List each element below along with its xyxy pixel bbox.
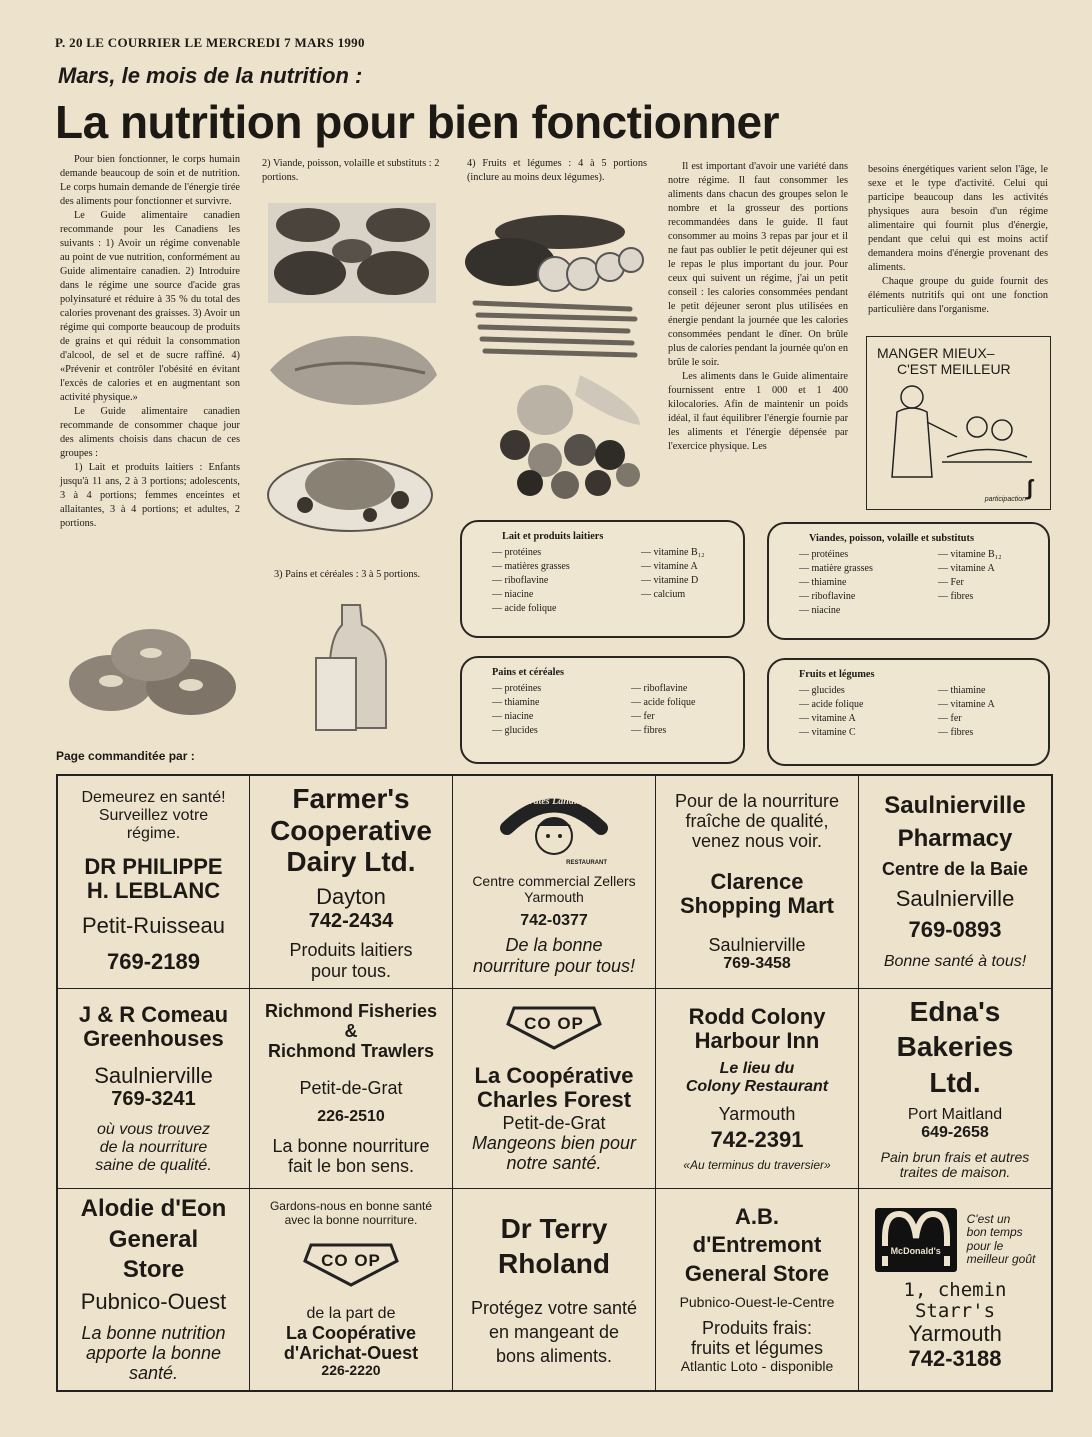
- fruit-basket-photo: [490, 365, 650, 505]
- ad-phone: 769-2189: [107, 949, 200, 975]
- ad-dentremont: [656, 1189, 859, 1390]
- ad-name: Pharmacy: [897, 825, 1013, 853]
- ad-name: Bakeries: [896, 1031, 1014, 1063]
- ad-farmers: [250, 776, 453, 989]
- ad-text: pour le: [966, 1238, 1004, 1253]
- ad-richmond: [250, 989, 453, 1189]
- ad-place: Saulnierville: [708, 934, 806, 955]
- nutrient-item: — vitamine A: [641, 560, 705, 574]
- ad-place: Dayton: [316, 884, 386, 910]
- ad-name: Shopping Mart: [680, 893, 834, 919]
- nutrient-box-viandes: [767, 522, 1050, 640]
- ad-text: Produits laitiers: [289, 940, 413, 961]
- golden-arches-icon: [875, 1208, 957, 1272]
- ad-text: traites de maison.: [899, 1164, 1011, 1181]
- paragraph: Chaque groupe du guide fournit des éléments nutritifs qui ont une fonction particulière dans l'organisme.: [868, 276, 1048, 315]
- coop-logo-text: CO OP: [321, 1251, 381, 1271]
- ad-text: Produits frais:: [701, 1318, 813, 1339]
- nutrient-item: — vitamine A: [799, 712, 924, 726]
- ad-text: fait le bon sens.: [287, 1155, 415, 1176]
- ad-name: J & R Comeau: [78, 1001, 229, 1027]
- nutrient-item: — vitamine B₁₂: [938, 548, 1002, 562]
- nutrient-item: — calcium: [641, 588, 705, 602]
- nutrient-box-title: Pains et céréales: [492, 667, 565, 678]
- ad-place: Petit-de-Grat: [299, 1077, 403, 1098]
- ad-clarence: [656, 776, 859, 989]
- ad-name: Ltd.: [929, 1066, 981, 1098]
- ad-mcdonalds: [859, 1189, 1051, 1390]
- ad-text: nourriture pour tous!: [472, 955, 636, 976]
- participaction-brand: participaction: [984, 496, 1026, 503]
- caption-fruits: 4) Fruits et légumes : 4 à 5 portions (inclure au moins deux légumes).: [467, 158, 647, 183]
- nutrient-box-fruits: [767, 658, 1050, 766]
- ad-phone: 649-2658: [921, 1123, 989, 1141]
- article-column-4: [668, 160, 848, 454]
- nutrient-box-lait: [460, 520, 745, 638]
- ad-text: de la nourriture: [99, 1138, 208, 1156]
- ad-name: d'Arichat-Ouest: [283, 1343, 419, 1364]
- nutrient-item: — niacine: [492, 710, 617, 724]
- ad-comeau: [58, 989, 250, 1189]
- nutrient-item: — fibres: [631, 724, 695, 738]
- ad-rholand: [453, 1189, 656, 1390]
- ad-text: De la bonne: [505, 935, 603, 956]
- ad-text: Centre commercial Zellers: [472, 873, 636, 890]
- participaction-logo-icon: ʃ: [1026, 475, 1034, 500]
- nutrient-box-pains: [460, 656, 745, 764]
- ad-phone: 226-2510: [317, 1107, 385, 1125]
- nutrient-item: — protéines: [492, 682, 617, 696]
- pirates-logo-sub: RESTAURANT: [566, 859, 607, 866]
- ad-name: d'Entremont: [692, 1232, 822, 1258]
- caption-pains: 3) Pains et céréales : 3 à 5 portions.: [274, 569, 421, 580]
- cucumber-photo: [465, 212, 645, 297]
- ad-text: Bonne santé à tous!: [883, 952, 1027, 970]
- fish-photo: [265, 325, 440, 410]
- nutrient-item: — protéines: [492, 546, 627, 560]
- ad-name: Cooperative: [270, 814, 432, 846]
- mcdonalds-logo: [875, 1208, 957, 1272]
- ad-text: Pour de la nourriture: [674, 791, 840, 812]
- ad-name: General Store: [684, 1260, 830, 1286]
- ad-text: Protégez votre santé: [470, 1297, 638, 1318]
- ad-text: Atlantic Loto - disponible: [680, 1357, 834, 1374]
- ad-name: Dr Terry: [500, 1212, 608, 1244]
- coop-logo-text: CO OP: [524, 1014, 584, 1034]
- ad-text: Demeurez en santé!: [81, 788, 226, 806]
- nutrient-item: — fer: [631, 710, 695, 724]
- ad-leblanc: [58, 776, 250, 989]
- nutrient-item: — thiamine: [938, 684, 995, 698]
- nutrient-item: — glucides: [799, 684, 924, 698]
- pirates-landing-logo: [499, 788, 609, 868]
- ad-phone: 742-3188: [908, 1345, 1002, 1371]
- ad-name: Centre de la Baie: [881, 859, 1029, 880]
- paragraph: 1) Lait et produits laitiers : Enfants jusqu'à 11 ans, 2 à 3 portions; adolescents, 3 à 4 portions; femmes enceintes et allaitantes, 3 à 4 portions; et adultes, 2 portions.: [60, 462, 240, 529]
- participaction-line1: MANGER MIEUX–: [877, 345, 995, 361]
- ad-text: régime.: [126, 824, 181, 842]
- ad-name: Clarence: [710, 868, 804, 894]
- ad-phone: 769-0893: [908, 917, 1002, 942]
- ad-name: Rodd Colony: [688, 1003, 826, 1029]
- ad-text: Surveillez votre: [98, 806, 209, 824]
- family-illustration: [877, 382, 1037, 492]
- ad-text: bon temps: [966, 1225, 1023, 1240]
- ad-name: H. LEBLANC: [86, 878, 221, 904]
- ad-place: Pubnico-Ouest: [80, 1289, 227, 1315]
- ad-place: Port Maitland: [907, 1105, 1003, 1123]
- ad-saulnierville-pharmacy: [859, 776, 1051, 989]
- ad-text: Colony Restaurant: [685, 1078, 829, 1096]
- ad-phone: 742-0377: [520, 911, 588, 929]
- ad-text: La bonne nutrition: [81, 1322, 226, 1343]
- nutrient-item: — riboflavine: [799, 590, 924, 604]
- ad-text: où vous trouvez: [97, 1120, 210, 1138]
- article-headline: La nutrition pour bien fonctionner: [55, 96, 780, 148]
- ad-address: 1, chemin Starr's: [903, 1278, 1007, 1322]
- nutrient-item: — acide folique: [631, 696, 695, 710]
- nutrient-item: — riboflavine: [492, 574, 627, 588]
- ad-text: fruits et légumes: [690, 1338, 824, 1359]
- chicken-photo: [265, 445, 435, 535]
- ad-name: Richmond Trawlers: [267, 1041, 435, 1062]
- ad-name: &: [344, 1021, 358, 1042]
- mcdonalds-logo-text: McDonald's: [875, 1246, 957, 1256]
- paragraph: Il est important d'avoir une variété dans notre régime. Il faut consommer les aliments dans chacun des groupes selon le nombre et la grosseur des portions recommandées dans le guide. Il faut consommer au moins 3 repas par jour et il ne faut pas oublier le petit déjeuner qui est le repas le plus important du jour. Pour ceux qui suivent un régime, j'ai un petit conseil : les calories consommées pendant le petit déjeuner seront plus utilisées en énergie pendant la journée que les calories consommées pendant le dîner. On brûle plus de calories pendant la journée qu'on en brûle le soir.: [668, 161, 848, 368]
- sponsor-label: Page commanditée par :: [56, 749, 195, 763]
- ad-name: A.B.: [735, 1203, 779, 1229]
- paragraph: Les aliments dans le Guide alimentaire fournissent entre 1 000 et 1 400 kilocalories. Afin de maintenir un poids idéal, il faut équilibrer l'énergie fournie par les aliments et l'énergie dépensée par l'exercice physique. Les: [668, 371, 848, 452]
- coop-logo: [504, 1004, 604, 1052]
- ad-name: La Coopérative: [474, 1062, 634, 1088]
- ad-text: bons aliments.: [495, 1345, 613, 1366]
- paragraph: Pour bien fonctionner, le corps humain demande beaucoup de soin et de nutrition. Le corps humain demande de l'énergie tirée des aliments pour fonctionner et survivre.: [60, 154, 240, 207]
- ad-pirates-landing: [453, 776, 656, 989]
- ad-name: Saulnierville: [884, 792, 1026, 820]
- participaction-line2: C'EST MEILLEUR: [897, 361, 1011, 377]
- ad-name: Greenhouses: [83, 1026, 224, 1052]
- nutrient-item: — niacine: [492, 588, 627, 602]
- nutrient-item: — acide folique: [799, 698, 924, 712]
- steaks-photo: [268, 203, 436, 303]
- ad-text: santé.: [128, 1363, 179, 1384]
- ad-text: Gardons-nous en bonne santé: [269, 1199, 433, 1214]
- ad-name: Charles Forest: [476, 1087, 632, 1113]
- nutrient-item: — acide folique: [492, 602, 627, 616]
- ad-phone: 226-2220: [321, 1362, 381, 1379]
- asparagus-photo: [470, 295, 640, 365]
- ad-place: Petit-Ruisseau: [81, 912, 226, 938]
- ad-text: pour tous.: [310, 960, 392, 981]
- nutrient-item: — thiamine: [799, 576, 924, 590]
- caption-viande: 2) Viande, poisson, volaille et substituts : 2 portions.: [262, 158, 440, 183]
- article-kicker: Mars, le mois de la nutrition :: [58, 63, 363, 88]
- ad-name: Store: [122, 1256, 185, 1284]
- ad-name: Rholand: [498, 1248, 610, 1280]
- ad-place: Saulnierville: [94, 1062, 213, 1088]
- ad-text: fraîche de qualité,: [685, 811, 829, 832]
- nutrient-item: — vitamine D: [641, 574, 705, 588]
- ad-text: meilleur goût: [966, 1252, 1036, 1267]
- sponsor-ads-grid: [56, 774, 1053, 1392]
- ad-name: Farmer's: [292, 783, 410, 815]
- nutrient-item: — glucides: [492, 724, 617, 738]
- ad-text: saine de qualité.: [95, 1156, 212, 1174]
- paragraph: Le Guide alimentaire canadien recommande pour les Canadiens les suivants : 1) Avoir un régime convenable au point de vue nutrition, conformément au Guide alimentaire canadien. 2) Introduire dans le régime une source d'acide gras polyinsaturé et réduire à 35 % du total des calories provenant des graisses. 3) Avoir un régime qui comporte beaucoup de produits de grains et qui réduit la consommation d'alcool, de sel et de sucre raffiné. 4) «Prévenir et contrôler l'obésité en évitant l'excès de calories et en augmentant son activité physique.»: [60, 210, 240, 403]
- ad-text: «Au terminus du traversier»: [683, 1157, 831, 1172]
- ad-alodie-deon: [58, 1189, 250, 1390]
- ad-text: de la part de: [306, 1304, 396, 1322]
- article-column-1: [60, 153, 240, 531]
- ad-arichat-coop: [250, 1189, 453, 1390]
- ad-text: La bonne nourriture: [272, 1135, 430, 1156]
- milk-photo: [312, 600, 392, 735]
- nutrient-box-title: Viandes, poisson, volaille et substituts: [809, 533, 974, 544]
- coop-logo: [301, 1241, 401, 1289]
- nutrient-box-title: Lait et produits laitiers: [502, 531, 604, 542]
- article-column-5: [868, 163, 1048, 317]
- ad-name: La Coopérative: [285, 1322, 417, 1343]
- nutrient-item: — niacine: [799, 604, 924, 618]
- ad-name: Alodie d'Eon: [80, 1194, 227, 1222]
- pirates-logo-text: Pirates Landing: [520, 796, 588, 808]
- bagels-photo: [66, 625, 241, 720]
- ad-place: Yarmouth: [524, 888, 584, 905]
- ad-charles-forest: [453, 989, 656, 1189]
- nutrient-item: — vitamine A: [938, 562, 1002, 576]
- ad-text: Mangeons bien pour: [471, 1133, 637, 1154]
- participaction-ad: [866, 336, 1051, 510]
- ad-phone: 742-2434: [308, 910, 394, 932]
- ad-name: Dairy Ltd.: [286, 846, 416, 878]
- nutrient-item: — thiamine: [492, 696, 617, 710]
- ad-text: Le lieu du: [719, 1060, 795, 1078]
- ad-phone: 769-3241: [111, 1088, 196, 1111]
- ad-rodd-colony: [656, 989, 859, 1189]
- ad-name: General: [108, 1225, 199, 1253]
- ad-name: Harbour Inn: [694, 1028, 820, 1054]
- page-header: P. 20 LE COURRIER LE MERCREDI 7 MARS 1990: [55, 35, 365, 50]
- nutrient-item: — matière grasses: [799, 562, 924, 576]
- nutrient-item: — fer: [938, 712, 995, 726]
- nutrient-item: — riboflavine: [631, 682, 695, 696]
- ad-ednas-bakeries: [859, 989, 1051, 1189]
- paragraph: Le Guide alimentaire canadien recommande de consommer chaque jour des aliments choisis dans chacun de ces groupes :: [60, 406, 240, 459]
- ad-text: avec la bonne nourriture.: [284, 1212, 418, 1227]
- ad-name: Richmond Fisheries: [264, 1001, 438, 1022]
- ad-place: Yarmouth: [908, 1321, 1002, 1347]
- ad-text: notre santé.: [506, 1153, 602, 1174]
- nutrient-item: — fibres: [938, 590, 1002, 604]
- paragraph: besoins énergétiques varient selon l'âge, le sexe et le type d'activité. Celui qui participe beaucoup dans les activités physiques aura besoin d'un régime alimentaire qui fournit plus d'énergie, pendant que celui qui est moins actif demandera moins d'énergie provenant des aliments.: [868, 164, 1048, 273]
- ad-place: Petit-de-Grat: [502, 1112, 606, 1133]
- ad-name: Edna's: [909, 995, 1001, 1027]
- nutrient-item: — fibres: [938, 726, 995, 740]
- ad-phone: 769-3458: [723, 954, 791, 972]
- nutrient-item: — matières grasses: [492, 560, 627, 574]
- ad-text: Pain brun frais et autres: [880, 1148, 1030, 1165]
- nutrient-box-title: Fruits et légumes: [799, 669, 875, 680]
- ad-text: apporte la bonne: [85, 1343, 222, 1364]
- nutrient-item: — vitamine C: [799, 726, 924, 740]
- ad-name: DR PHILIPPE: [84, 853, 223, 879]
- nutrient-item: — vitamine A: [938, 698, 995, 712]
- ad-place: Yarmouth: [718, 1103, 796, 1124]
- ad-place: Pubnico-Ouest-le-Centre: [679, 1293, 835, 1310]
- nutrient-item: — Fer: [938, 576, 1002, 590]
- ad-text: en mangeant de: [488, 1321, 620, 1342]
- nutrient-item: — vitamine B₁₂: [641, 546, 705, 560]
- ad-text: venez nous voir.: [691, 831, 823, 852]
- nutrient-item: — protéines: [799, 548, 924, 562]
- ad-place: Saulnierville: [895, 886, 1015, 912]
- ad-text: C'est un: [966, 1211, 1011, 1226]
- ad-phone: 742-2391: [710, 1127, 804, 1153]
